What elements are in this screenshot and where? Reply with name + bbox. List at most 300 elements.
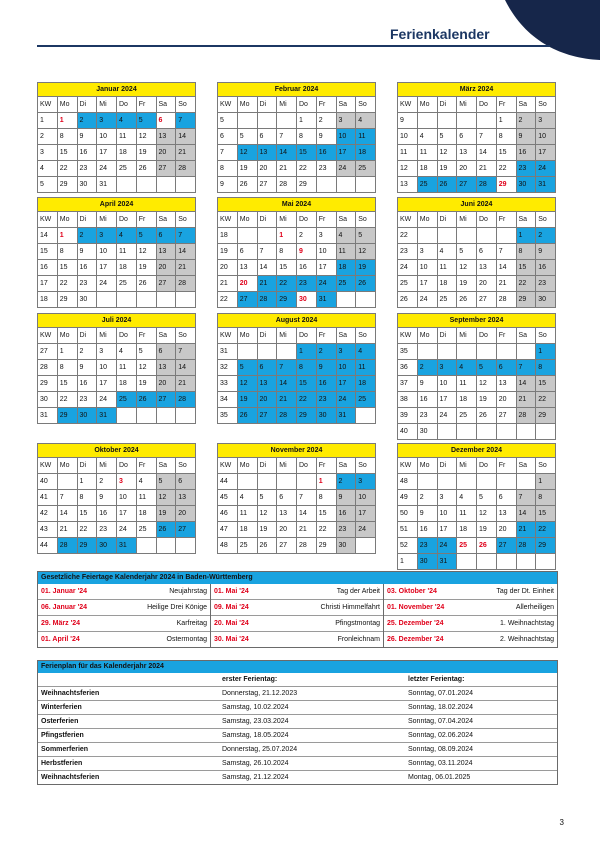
- weekday-header: Mo: [417, 458, 437, 474]
- day-cell: 23: [316, 392, 336, 408]
- week-row: [398, 292, 556, 308]
- weekday-header: KW: [38, 328, 58, 344]
- month-calendar: [397, 313, 556, 440]
- day-cell: 17: [117, 506, 137, 522]
- day-cell: 27: [496, 408, 516, 424]
- day-cell: 6: [277, 490, 297, 506]
- vacation-end: Sonntag, 03.11.2024: [405, 757, 557, 771]
- weekday-header: Di: [437, 212, 457, 228]
- day-cell: 20: [257, 161, 277, 177]
- day-cell: 2: [417, 490, 437, 506]
- day-cell: 22: [277, 276, 297, 292]
- day-cell: 28: [297, 538, 317, 554]
- month-title: September 2024: [398, 314, 556, 328]
- week-number: 14: [38, 228, 58, 244]
- day-cell: 17: [437, 392, 457, 408]
- day-cell: 29: [57, 292, 77, 308]
- vacation-row: [38, 729, 557, 743]
- day-cell: 5: [136, 344, 156, 360]
- weekday-header: Di: [257, 212, 277, 228]
- day-cell: 10: [356, 490, 376, 506]
- day-cell: 3: [437, 490, 457, 506]
- day-cell: 28: [496, 292, 516, 308]
- week-row: [38, 161, 196, 177]
- day-cell: 30: [417, 554, 437, 570]
- day-cell: 1: [297, 344, 317, 360]
- day-cell: 18: [117, 260, 137, 276]
- month-title: April 2024: [38, 198, 196, 212]
- weekday-header: Do: [477, 458, 497, 474]
- empty-cell: [156, 408, 176, 424]
- weekday-header: Sa: [156, 458, 176, 474]
- day-cell: 13: [156, 360, 176, 376]
- weekday-header: KW: [398, 212, 418, 228]
- week-row: [218, 145, 376, 161]
- day-cell: 8: [57, 129, 77, 145]
- day-cell: 18: [117, 376, 137, 392]
- holiday-row: [384, 631, 557, 647]
- vacation-end: Sonntag, 02.06.2024: [405, 729, 557, 743]
- day-cell: 12: [457, 260, 477, 276]
- day-cell: 7: [176, 113, 196, 129]
- week-number: 30: [38, 392, 58, 408]
- day-cell: 23: [97, 522, 117, 538]
- day-cell: 1: [536, 344, 556, 360]
- day-cell: 16: [97, 506, 117, 522]
- day-cell: 17: [336, 145, 356, 161]
- vacation-end: Sonntag, 07.01.2024: [405, 687, 557, 701]
- holiday-date: 01. November '24: [387, 604, 445, 611]
- weekday-header: KW: [218, 97, 238, 113]
- weekday-header: Sa: [156, 97, 176, 113]
- weekday-header: Di: [77, 328, 97, 344]
- day-cell: 23: [417, 538, 437, 554]
- day-cell: 9: [97, 490, 117, 506]
- day-cell: 5: [477, 490, 497, 506]
- weekday-header: So: [176, 458, 196, 474]
- day-cell: 26: [237, 408, 257, 424]
- day-cell: 16: [336, 506, 356, 522]
- day-cell: 30: [77, 292, 97, 308]
- week-row: [218, 292, 376, 308]
- day-cell: 11: [117, 244, 137, 260]
- day-cell: 23: [336, 522, 356, 538]
- week-number: 24: [398, 260, 418, 276]
- week-row: [38, 113, 196, 129]
- weekday-header: Di: [257, 328, 277, 344]
- holiday-row: [38, 615, 210, 631]
- day-cell: 2: [297, 228, 317, 244]
- day-cell: 2: [316, 113, 336, 129]
- empty-cell: [176, 177, 196, 193]
- week-row: [38, 522, 196, 538]
- holiday-name: Christi Himmelfahrt: [320, 604, 380, 611]
- weekday-header: Fr: [316, 97, 336, 113]
- week-number: 32: [218, 360, 238, 376]
- week-number: 50: [398, 506, 418, 522]
- holiday-heading: Gesetzliche Feiertage Kalenderjahr 2024 in Baden-Württemberg: [38, 572, 557, 584]
- weekday-header: Mi: [277, 458, 297, 474]
- empty-cell: [156, 538, 176, 554]
- week-row: [218, 376, 376, 392]
- weekday-header: So: [356, 212, 376, 228]
- day-cell: 25: [117, 161, 137, 177]
- day-cell: 27: [477, 292, 497, 308]
- day-cell: 16: [536, 260, 556, 276]
- week-row: [218, 360, 376, 376]
- week-number: 2: [38, 129, 58, 145]
- weekday-header: Di: [77, 97, 97, 113]
- day-cell: 26: [356, 276, 376, 292]
- weekday-header: Sa: [336, 328, 356, 344]
- empty-cell: [117, 408, 137, 424]
- month-calendar: [217, 197, 376, 308]
- week-number: 25: [398, 276, 418, 292]
- day-cell: 4: [356, 344, 376, 360]
- month-calendar: [397, 443, 556, 570]
- empty-cell: [176, 408, 196, 424]
- week-row: [218, 161, 376, 177]
- empty-cell: [237, 344, 257, 360]
- day-cell: 1: [57, 344, 77, 360]
- week-number: 10: [398, 129, 418, 145]
- day-cell: 28: [57, 538, 77, 554]
- week-row: [38, 129, 196, 145]
- day-cell: 27: [237, 292, 257, 308]
- day-cell: 21: [277, 161, 297, 177]
- day-cell: 29: [297, 408, 317, 424]
- week-number: 33: [218, 376, 238, 392]
- weekday-header: Di: [437, 458, 457, 474]
- day-cell: 29: [536, 408, 556, 424]
- weekday-header: So: [536, 212, 556, 228]
- week-number: 18: [218, 228, 238, 244]
- weekday-header: Sa: [336, 97, 356, 113]
- day-cell: 14: [297, 506, 317, 522]
- day-cell: 2: [417, 360, 437, 376]
- day-cell: 19: [457, 276, 477, 292]
- empty-cell: [277, 344, 297, 360]
- week-row: [218, 490, 376, 506]
- weekday-header: Do: [297, 458, 317, 474]
- holiday-name: Allerheiligen: [515, 604, 554, 611]
- day-cell: 6: [257, 360, 277, 376]
- day-cell: 7: [57, 490, 77, 506]
- empty-cell: [97, 292, 117, 308]
- day-cell: 21: [257, 276, 277, 292]
- empty-cell: [437, 424, 457, 440]
- day-cell: 2: [77, 113, 97, 129]
- weekday-header: Fr: [136, 97, 156, 113]
- day-cell: 20: [156, 260, 176, 276]
- weekday-header: Fr: [496, 458, 516, 474]
- week-row: [398, 554, 556, 570]
- vacation-row: [38, 771, 557, 785]
- holiday-date: 20. Mai '24: [214, 620, 249, 627]
- day-cell: 27: [156, 392, 176, 408]
- day-cell: 24: [536, 161, 556, 177]
- day-cell: 14: [176, 360, 196, 376]
- week-row: [38, 408, 196, 424]
- day-cell: 19: [156, 506, 176, 522]
- empty-cell: [297, 474, 317, 490]
- day-cell: 10: [97, 360, 117, 376]
- day-cell: 25: [356, 161, 376, 177]
- week-number: 52: [398, 538, 418, 554]
- vacation-end: Sonntag, 08.09.2024: [405, 743, 557, 757]
- weekday-header: Fr: [496, 212, 516, 228]
- empty-cell: [417, 474, 437, 490]
- day-cell: 13: [496, 376, 516, 392]
- day-cell: 7: [176, 228, 196, 244]
- day-cell: 30: [97, 538, 117, 554]
- day-cell: 20: [176, 506, 196, 522]
- day-cell: 2: [77, 228, 97, 244]
- day-cell: 22: [297, 392, 317, 408]
- day-cell: 24: [417, 292, 437, 308]
- day-cell: 12: [136, 244, 156, 260]
- day-cell: 1: [77, 474, 97, 490]
- day-cell: 7: [257, 244, 277, 260]
- vacation-row: [38, 701, 557, 715]
- week-row: [218, 506, 376, 522]
- week-number: 48: [398, 474, 418, 490]
- day-cell: 27: [156, 161, 176, 177]
- day-cell: 4: [136, 474, 156, 490]
- weekday-header: So: [176, 212, 196, 228]
- day-cell: 30: [536, 292, 556, 308]
- month-title: August 2024: [218, 314, 376, 328]
- vacation-header-row: [38, 673, 557, 687]
- week-number: 6: [218, 129, 238, 145]
- weekday-header: Sa: [336, 212, 356, 228]
- month-title: März 2024: [398, 83, 556, 97]
- day-cell: 12: [356, 244, 376, 260]
- empty-cell: [117, 292, 137, 308]
- day-cell: 19: [257, 522, 277, 538]
- empty-cell: [176, 292, 196, 308]
- empty-cell: [356, 408, 376, 424]
- day-cell: 20: [457, 161, 477, 177]
- day-cell: 13: [477, 260, 497, 276]
- day-cell: 5: [477, 360, 497, 376]
- holiday-date: 25. Dezember '24: [387, 620, 444, 627]
- month-calendar: [397, 197, 556, 308]
- vacation-panel: [37, 660, 558, 785]
- week-number: 38: [398, 392, 418, 408]
- day-cell: 1: [516, 228, 536, 244]
- empty-cell: [437, 344, 457, 360]
- week-row: [38, 376, 196, 392]
- day-cell: 18: [417, 161, 437, 177]
- day-cell: 29: [277, 292, 297, 308]
- week-row: [398, 113, 556, 129]
- weekday-header: Di: [437, 328, 457, 344]
- day-cell: 26: [477, 408, 497, 424]
- week-row: [38, 244, 196, 260]
- day-cell: 30: [316, 408, 336, 424]
- weekday-header: Do: [297, 212, 317, 228]
- weekday-header: KW: [398, 458, 418, 474]
- day-cell: 5: [237, 129, 257, 145]
- day-cell: 25: [457, 408, 477, 424]
- day-cell: 1: [316, 474, 336, 490]
- day-cell: 8: [536, 360, 556, 376]
- day-cell: 3: [437, 360, 457, 376]
- empty-cell: [417, 228, 437, 244]
- weekday-header: KW: [38, 212, 58, 228]
- vacation-start: Samstag, 21.12.2024: [219, 771, 405, 785]
- day-cell: 2: [336, 474, 356, 490]
- day-cell: 17: [336, 376, 356, 392]
- weekday-header: Mo: [237, 212, 257, 228]
- holiday-name: 1. Weihnachtstag: [500, 620, 554, 627]
- day-cell: 25: [136, 522, 156, 538]
- empty-cell: [257, 228, 277, 244]
- day-cell: 24: [336, 161, 356, 177]
- week-row: [398, 129, 556, 145]
- empty-cell: [477, 474, 497, 490]
- week-number: 22: [398, 228, 418, 244]
- vacation-start: Donnerstag, 25.07.2024: [219, 743, 405, 757]
- holiday-row: [38, 584, 210, 599]
- day-cell: 8: [516, 244, 536, 260]
- week-number: 4: [38, 161, 58, 177]
- holiday-row: [211, 615, 383, 631]
- holiday-name: Tag der Arbeit: [336, 588, 380, 595]
- week-row: [398, 344, 556, 360]
- day-cell: 28: [516, 538, 536, 554]
- day-cell: 28: [176, 276, 196, 292]
- week-number: 48: [218, 538, 238, 554]
- day-cell: 26: [136, 276, 156, 292]
- empty-cell: [156, 292, 176, 308]
- month-calendar: [37, 443, 196, 554]
- holiday-date: 01. Mai '24: [214, 588, 249, 595]
- day-cell: 15: [316, 506, 336, 522]
- week-row: [38, 145, 196, 161]
- empty-cell: [57, 474, 77, 490]
- day-cell: 6: [257, 129, 277, 145]
- day-cell: 5: [437, 129, 457, 145]
- vacation-heading: Ferienplan für das Kalenderjahr 2024: [38, 661, 557, 673]
- week-row: [218, 522, 376, 538]
- weekday-header: Mi: [457, 328, 477, 344]
- day-cell: 3: [97, 344, 117, 360]
- day-cell: 9: [316, 360, 336, 376]
- day-cell: 15: [536, 506, 556, 522]
- day-cell: 16: [77, 145, 97, 161]
- day-cell: 24: [316, 276, 336, 292]
- vacation-start: Samstag, 10.02.2024: [219, 701, 405, 715]
- day-cell: 29: [77, 538, 97, 554]
- weekday-header: KW: [38, 458, 58, 474]
- week-row: [38, 260, 196, 276]
- week-number: 12: [398, 161, 418, 177]
- week-row: [218, 276, 376, 292]
- week-row: [218, 244, 376, 260]
- day-cell: 12: [237, 145, 257, 161]
- month-calendar: [217, 313, 376, 424]
- holiday-row: [211, 584, 383, 599]
- holiday-column: [384, 584, 557, 647]
- day-cell: 8: [536, 490, 556, 506]
- day-cell: 13: [257, 145, 277, 161]
- weekday-header: Do: [117, 458, 137, 474]
- week-row: [218, 538, 376, 554]
- day-cell: 6: [496, 490, 516, 506]
- week-row: [218, 113, 376, 129]
- day-cell: 12: [477, 376, 497, 392]
- vacation-name: Sommerferien: [38, 743, 219, 757]
- day-cell: 21: [297, 522, 317, 538]
- day-cell: 13: [257, 376, 277, 392]
- day-cell: 4: [417, 129, 437, 145]
- week-row: [38, 292, 196, 308]
- empty-cell: [117, 177, 137, 193]
- weekday-header: KW: [218, 328, 238, 344]
- day-cell: 19: [237, 161, 257, 177]
- weekday-header: Do: [477, 328, 497, 344]
- day-cell: 17: [536, 145, 556, 161]
- day-cell: 28: [516, 408, 536, 424]
- vacation-end: Sonntag, 07.04.2024: [405, 715, 557, 729]
- week-row: [218, 392, 376, 408]
- day-cell: 17: [437, 522, 457, 538]
- day-cell: 24: [97, 161, 117, 177]
- month-title: Mai 2024: [218, 198, 376, 212]
- day-cell: 11: [117, 129, 137, 145]
- day-cell: 19: [237, 392, 257, 408]
- week-number: 15: [38, 244, 58, 260]
- week-number: 28: [38, 360, 58, 376]
- day-cell: 31: [97, 177, 117, 193]
- holiday-grid: [38, 584, 557, 647]
- week-number: 39: [398, 408, 418, 424]
- day-cell: 7: [516, 360, 536, 376]
- empty-cell: [437, 228, 457, 244]
- corner-decoration: [480, 0, 600, 60]
- day-cell: 21: [277, 392, 297, 408]
- day-cell: 22: [496, 161, 516, 177]
- vacation-name: Winterferien: [38, 701, 219, 715]
- week-number: 21: [218, 276, 238, 292]
- week-number: 9: [398, 113, 418, 129]
- week-row: [38, 344, 196, 360]
- week-row: [398, 376, 556, 392]
- empty-cell: [516, 474, 536, 490]
- day-cell: 11: [417, 145, 437, 161]
- day-cell: 17: [97, 260, 117, 276]
- day-cell: 26: [156, 522, 176, 538]
- day-cell: 22: [536, 392, 556, 408]
- empty-cell: [496, 554, 516, 570]
- day-cell: 10: [437, 376, 457, 392]
- empty-cell: [477, 344, 497, 360]
- day-cell: 24: [117, 522, 137, 538]
- week-number: 5: [218, 113, 238, 129]
- weekday-header: Do: [297, 97, 317, 113]
- day-cell: 17: [97, 145, 117, 161]
- day-cell: 23: [77, 392, 97, 408]
- week-number: 1: [38, 113, 58, 129]
- day-cell: 10: [117, 490, 137, 506]
- month-title: Juli 2024: [38, 314, 196, 328]
- day-cell: 2: [316, 344, 336, 360]
- day-cell: 17: [417, 276, 437, 292]
- day-cell: 15: [536, 376, 556, 392]
- day-cell: 5: [356, 228, 376, 244]
